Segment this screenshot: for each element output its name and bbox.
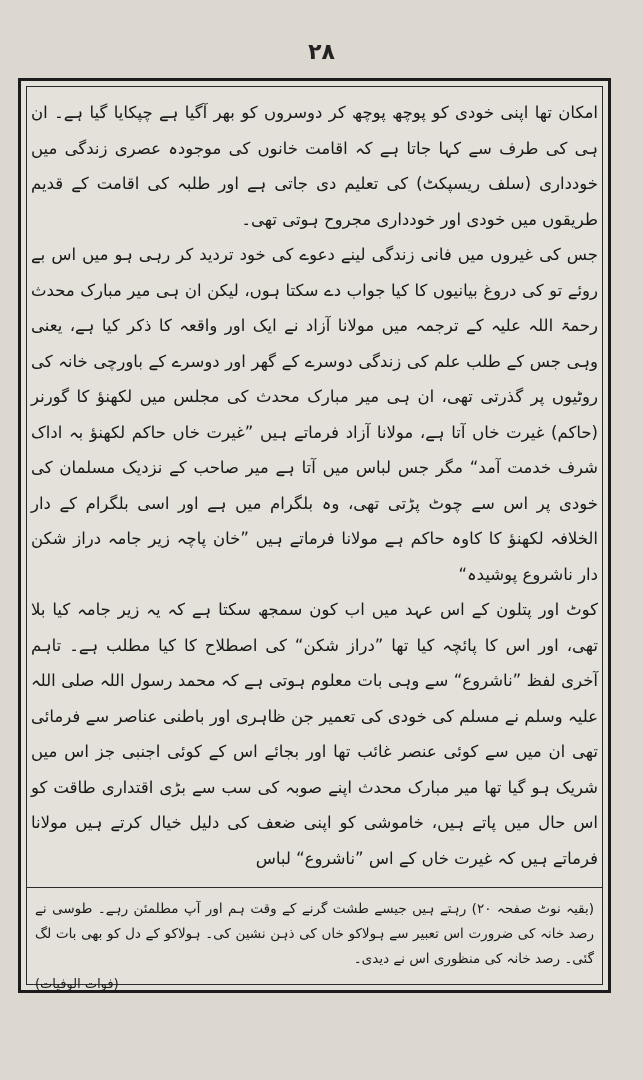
footnote-text: (بقیہ نوٹ صفحہ ۲۰) رہتے ہیں جیسے طشت گرنے کے وقت ہم اور آپ مطلمئن رہے۔ طوسی نے رصد خانہ کی ضرورت اس تعبیر سے ہولاکو خاں کی ذہن نشین کی۔ ہولاکو کے دل کو بھی بات لگ گئی۔ رصد خانہ کی منظوری اس نے دیدی۔ (35, 901, 594, 967)
page-number: ۲۸ (308, 40, 335, 65)
paragraph: امکان تھا اپنی خودی کو پوچھ پوچھ کر دوسروں کو بھر آگیا ہے چپکایا گیا ہے۔ ان ہی کی طرف سے کہا جاتا ہے کہ اقامت خانوں کی موجودہ عصری زندگی میں خودداری (سلف ریسپکٹ) کی تعلیم دی جاتی ہے اور طلبہ کی اقامت کے قدیم طریقوں میں خودی اور خودداری مجروح ہوتی تھی۔ (31, 103, 598, 229)
footnote-divider (26, 887, 603, 888)
paragraph: جس کی غیروں میں فانی زندگی لینے دعوے کی خود تردید کر رہی ہو میں اس بے روئے تو کی دروغ بیانیوں کا کیا جواب دے سکتا ہوں، لیکن ان ہی میر مبارک محدث رحمۃ اللہ علیہ کے ترجمہ میں مولانا آزاد نے ایک اور واقعہ کا ذکر کیا ہے، یعنی وہی جس کے طلب علم کی زندگی دوسرے کے گھر اور دوسرے کے باورچی خانہ کی روٹیوں پر گذرتی تھی، ان ہی میر مبارک محدث کی مجلس میں لکھنؤ کا گورنر (حاکم) غیرت خاں آتا ہے، مولانا آزاد فرماتے ہیں ”غیرت خاں حاکم لکھنؤ بہ اداک شرف خدمت آمد“ مگر جس لباس میں آتا ہے میر صاحب کے نزدیک مسلمان کی خودی پر اس سے چوٹ پڑتی تھی، وہ بلگرام میں ہے اور اسی بلگرام کے دار الخلافہ لکھنؤ کا کاوہ حاکم ہے مولانا فرماتے ہیں ”خان پاچہ زیر جامہ دراز شکن دار ناشروع پوشیدہ“ (31, 245, 598, 584)
footnote-source: (فوات الوفیات) (35, 977, 119, 992)
main-text (31, 95, 598, 875)
footnote (35, 897, 594, 992)
text-frame (18, 78, 611, 993)
paragraph: کوٹ اور پتلون کے اس عہد میں اب کون سمجھ سکتا ہے کہ یہ زیر جامہ کیا بلا تھی، اور اس کا پائچہ کیا تھا ”دراز شکن“ کی اصطلاح کا کیا مطلب ہے۔ تاہم آخری لفظ ”ناشروع“ سے وہی بات معلوم ہوتی ہے کہ محمد رسول اللہ صلی اللہ علیہ وسلم نے مسلم کی خودی کی تعمیر جن ظاہری اور باطنی عناصر سے فرمائی تھی ان میں سے کوئی عنصر غائب تھا اور بجائے اس کے کوئی اجنبی جز اس میں شریک ہو گیا تھا میر مبارک محدث اپنے صوبہ کی سب سے بڑی اقتداری طاقت کو اس حال میں پاتے ہیں، خاموشی کو اپنی ضعف کی دلیل خیال کرتے ہیں مولانا فرماتے ہیں کہ غیرت خاں کے اس ”ناشروع“ لباس (31, 600, 598, 868)
